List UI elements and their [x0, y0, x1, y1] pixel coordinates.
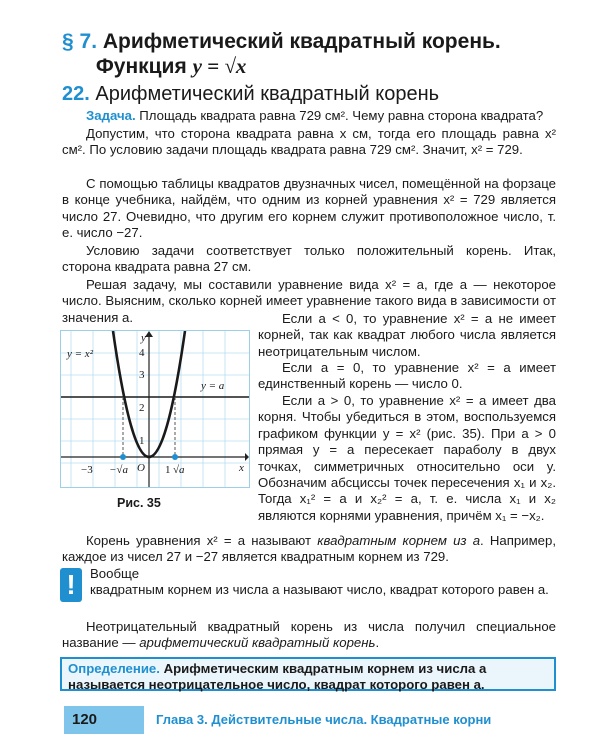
task-paragraph [62, 108, 556, 124]
paragraph-2 [62, 176, 556, 242]
right-paragraph-1-text: Если a < 0, то уравнение x² = a не имеет корней, так как квадрат любого числа является неотрицательным числом. [258, 311, 556, 359]
paragraph-3 [62, 243, 556, 276]
task-text: Площадь квадрата равна 729 см². Чему равна сторона квадрата? [135, 108, 544, 123]
x-axis-label: x [239, 462, 244, 474]
paragraph-2-text: С помощью таблицы квадратов двузначных чисел, помещённой на форзаце в конце учебника, найдём, что одним из корней уравнения x² = 729 является число 27. Очевидно, что другим его корнем служит противоположное число, т. е. число −27. [62, 176, 556, 241]
task-label: Задача. [86, 108, 136, 123]
section-heading [62, 30, 501, 79]
paragraph-5 [62, 533, 556, 566]
paragraph-7-text-a: Неотрицательный квадратный корень из числа получил специальное название — [62, 619, 556, 651]
definition-text: Арифметическим квадратным корнем из числа a называется неотрицательное число, квадрат которого равен a. [68, 661, 487, 693]
y-tick-2: 2 [139, 402, 145, 414]
label-curve: y = x² [67, 348, 93, 360]
x-axis-arrow [245, 453, 249, 461]
paragraph-5-text-b: . Например, каждое из чисел 27 и −27 является квадратным корнем из 729. [62, 533, 556, 565]
paragraph-1 [62, 126, 556, 159]
label-line: y = a [201, 380, 225, 392]
paragraph-7 [62, 619, 556, 652]
section-title-2: Функция [95, 55, 187, 78]
x-root-pos: √a [173, 464, 185, 476]
x-root-neg: −√a [109, 464, 128, 476]
root-point-neg [120, 454, 126, 460]
right-paragraph-1 [258, 311, 556, 360]
paragraph-5-text-a: Корень уравнения x² = a называют [86, 533, 318, 548]
paragraph-6-text-b: квадратным корнем из числа a называют число, квадрат которого равен a. [90, 582, 549, 598]
y-axis-arrow [145, 331, 153, 337]
y-tick-3: 3 [139, 369, 145, 381]
section-number: § 7. [62, 30, 98, 53]
paragraph-6 [90, 566, 556, 599]
definition-label: Определение. [68, 661, 160, 676]
paragraph-7-term: арифметический квадратный корень [139, 635, 376, 651]
paragraph-4-text: Решая задачу, мы составили уравнение вида x² = a, где a — некоторое число. Выясним, сколько корней имеет уравнение такого вида в зависимости от значения a. [62, 277, 556, 325]
parabola-graph [60, 330, 250, 488]
definition-box [60, 657, 556, 691]
section-formula: y = √x [192, 54, 247, 78]
page-number: 120 [64, 706, 144, 734]
paragraph-7-text-b: . [375, 635, 380, 651]
root-point-pos [172, 454, 178, 460]
right-paragraph-2 [258, 360, 556, 393]
right-paragraph-3 [258, 393, 556, 524]
paragraph-6-text-a: Вообще [90, 566, 140, 581]
figure-caption: Рис. 35 [117, 496, 161, 510]
parabola-svg [61, 331, 249, 487]
subsection-title: Арифметический квадратный корень [95, 83, 440, 105]
y-tick-1: 1 [139, 435, 145, 447]
paragraph-1-text: Допустим, что сторона квадрата равна x см, тогда его площадь равна x² см². По условию задачи площадь квадрата равна 729 см². Значит, x² = 729. [62, 126, 556, 158]
x-tick-neg: −3 [81, 464, 93, 476]
x-tick-pos: 1 [165, 464, 171, 476]
y-tick-4: 4 [139, 347, 145, 359]
exclamation-icon: ! [60, 568, 82, 602]
subsection-number: 22. [62, 83, 90, 105]
chapter-title: Глава 3. Действительные числа. Квадратные корни [156, 712, 492, 727]
section-title: Арифметический квадратный корень. [102, 30, 501, 53]
paragraph-3-text: Условию задачи соответствует только положительный корень. Итак, сторона квадрата равна 27 см. [62, 243, 556, 275]
paragraph-5-term: квадратным корнем из a [317, 533, 481, 548]
right-paragraph-3-text: Если a > 0, то уравнение x² = a имеет два корня. Чтобы убедиться в этом, воспользуемся графиком функции y = x² (рис. 35). При a > 0 прямая y = a пересекает параболу в двух точках, симметричных относительно оси y. Обозначим абсциссы точек пересечения x₁ и x₂. Тогда x₁² = a и x₂² = a, т. е. числа x₁ и x₂ являются корнями уравнения, причём x₁ = −x₂. [258, 393, 556, 523]
right-paragraph-2-text: Если a = 0, то уравнение x² = a имеет единственный корень — число 0. [258, 360, 556, 392]
origin-label: O [137, 462, 145, 474]
subsection-heading [62, 82, 439, 106]
y-axis-label: y [141, 332, 146, 344]
